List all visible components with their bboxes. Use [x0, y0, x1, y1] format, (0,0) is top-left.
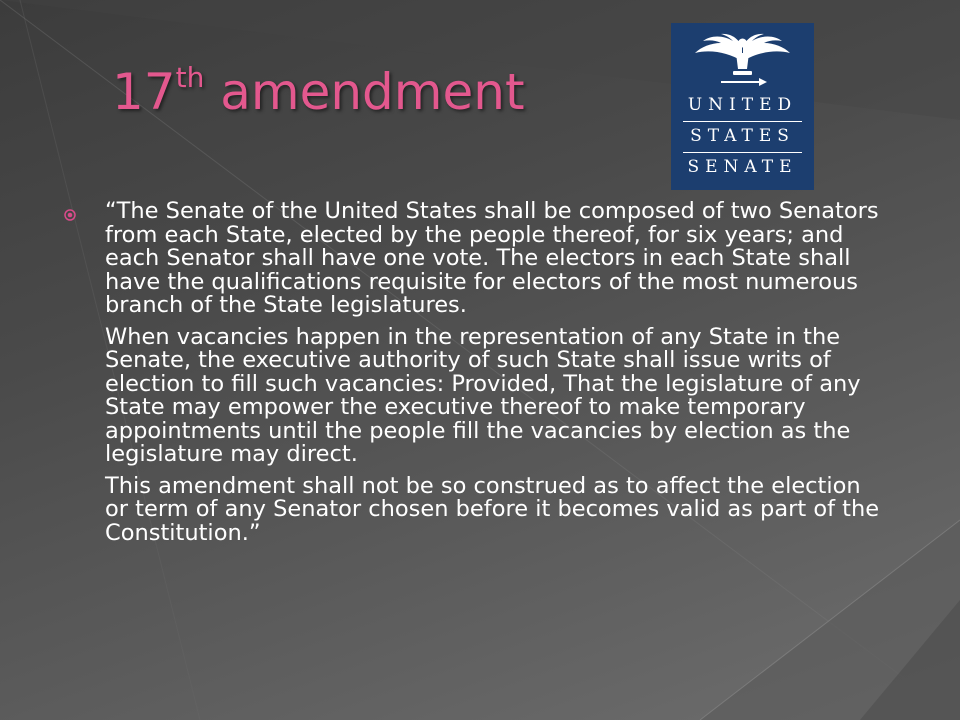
paragraph-3: This amendment shall not be so construed as to affect the election or term of any Senator chosen before it becomes valid as part of the Constitution.”: [105, 472, 880, 546]
title-text: amendment: [204, 63, 525, 121]
logo-line-united: UNITED: [687, 95, 798, 115]
title-superscript: th: [175, 61, 205, 94]
title-number: 17: [112, 63, 176, 121]
logo-divider: [683, 121, 802, 122]
slide-title: [112, 62, 525, 122]
paragraph-1: “The Senate of the United States shall be composed of two Senators from each State, elected by the people thereof, for six years; and each Senator shall have one vote. The electors in each State shall have the qualifications requisite for electors of the most numerous branch of the State legislatures.: [105, 198, 879, 318]
logo-divider: [683, 152, 802, 153]
slide-body: [64, 200, 884, 553]
logo-line-senate: SENATE: [687, 157, 798, 177]
senate-logo: [671, 23, 814, 190]
eagle-icon: [671, 23, 814, 93]
paragraph-2: When vacancies happen in the representation of any State in the Senate, the executive authority of such State shall issue writs of election to fill such vacancies: Provided, That the legislature of any State may empower the executive thereof to make temporary appointments until the people fill the vacancies by election as the legislature may direct.: [105, 323, 861, 467]
logo-line-states: STATES: [690, 126, 795, 146]
circle-dot-icon: [64, 209, 76, 221]
